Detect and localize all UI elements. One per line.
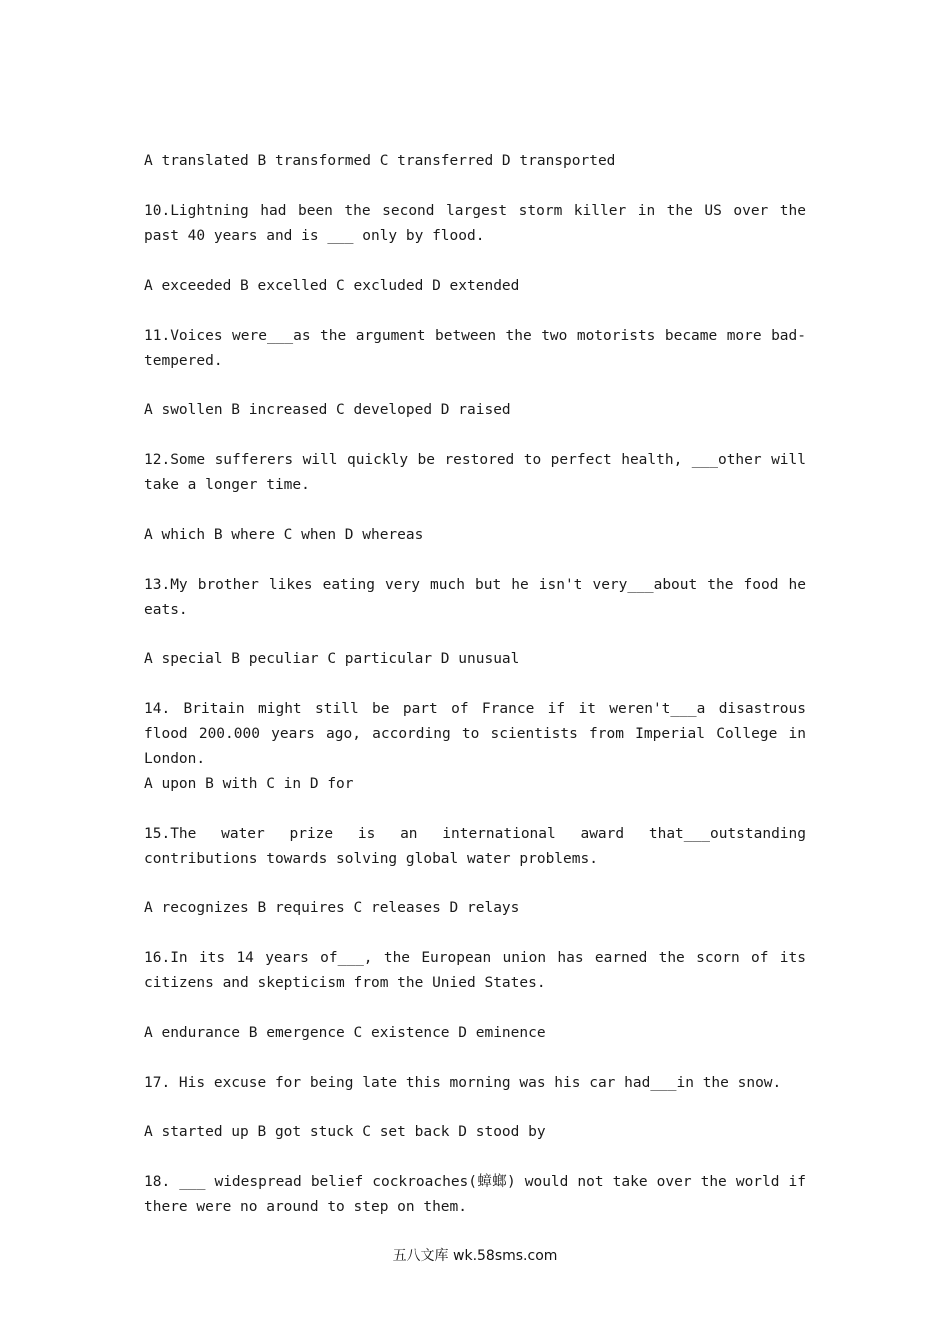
question-10: 10.Lightning had been the second largest storm killer in the US over the past 40 years and is ___ only by flood. <box>144 203 806 244</box>
options-17: A started up B got stuck C set back D stood by <box>144 1124 546 1140</box>
options-11: A swollen B increased C developed D raised <box>144 402 511 418</box>
question-16: 16.In its 14 years of___, the European union has earned the scorn of its citizens and skepticism from the Unied States. <box>144 950 806 991</box>
options-12: A which B where C when D whereas <box>144 527 424 543</box>
question-11: 11.Voices were___as the argument between the two motorists became more bad-tempered. <box>144 328 806 369</box>
question-13: 13.My brother likes eating very much but he isn't very___about the food he eats. <box>144 577 806 618</box>
question-15: 15.The water prize is an international award that___outstanding contributions towards solving global water problems. <box>144 826 806 867</box>
options-13: A special B peculiar C particular D unusual <box>144 651 520 667</box>
options-15: A recognizes B requires C releases D relays <box>144 900 520 916</box>
footer-watermark: 五八文库 wk.58sms.com <box>392 1248 558 1264</box>
question-12: 12.Some sufferers will quickly be restored to perfect health, ___other will take a longer time. <box>144 452 806 493</box>
question-17: 17. His excuse for being late this morning was his car had___in the snow. <box>144 1075 782 1091</box>
options-10: A exceeded B excelled C excluded D extended <box>144 278 520 294</box>
options-9: A translated B transformed C transferred D transported <box>144 153 616 169</box>
options-14: A upon B with C in D for <box>144 776 354 792</box>
options-16: A endurance B emergence C existence D eminence <box>144 1025 546 1041</box>
question-18: 18. ___ widespread belief cockroaches(蟑螂) would not take over the world if there were no around to step on them. <box>144 1174 806 1215</box>
question-14: 14. Britain might still be part of France if it weren't___a disastrous flood 200.000 years ago, according to scientists from Imperial College in London. <box>144 701 806 767</box>
